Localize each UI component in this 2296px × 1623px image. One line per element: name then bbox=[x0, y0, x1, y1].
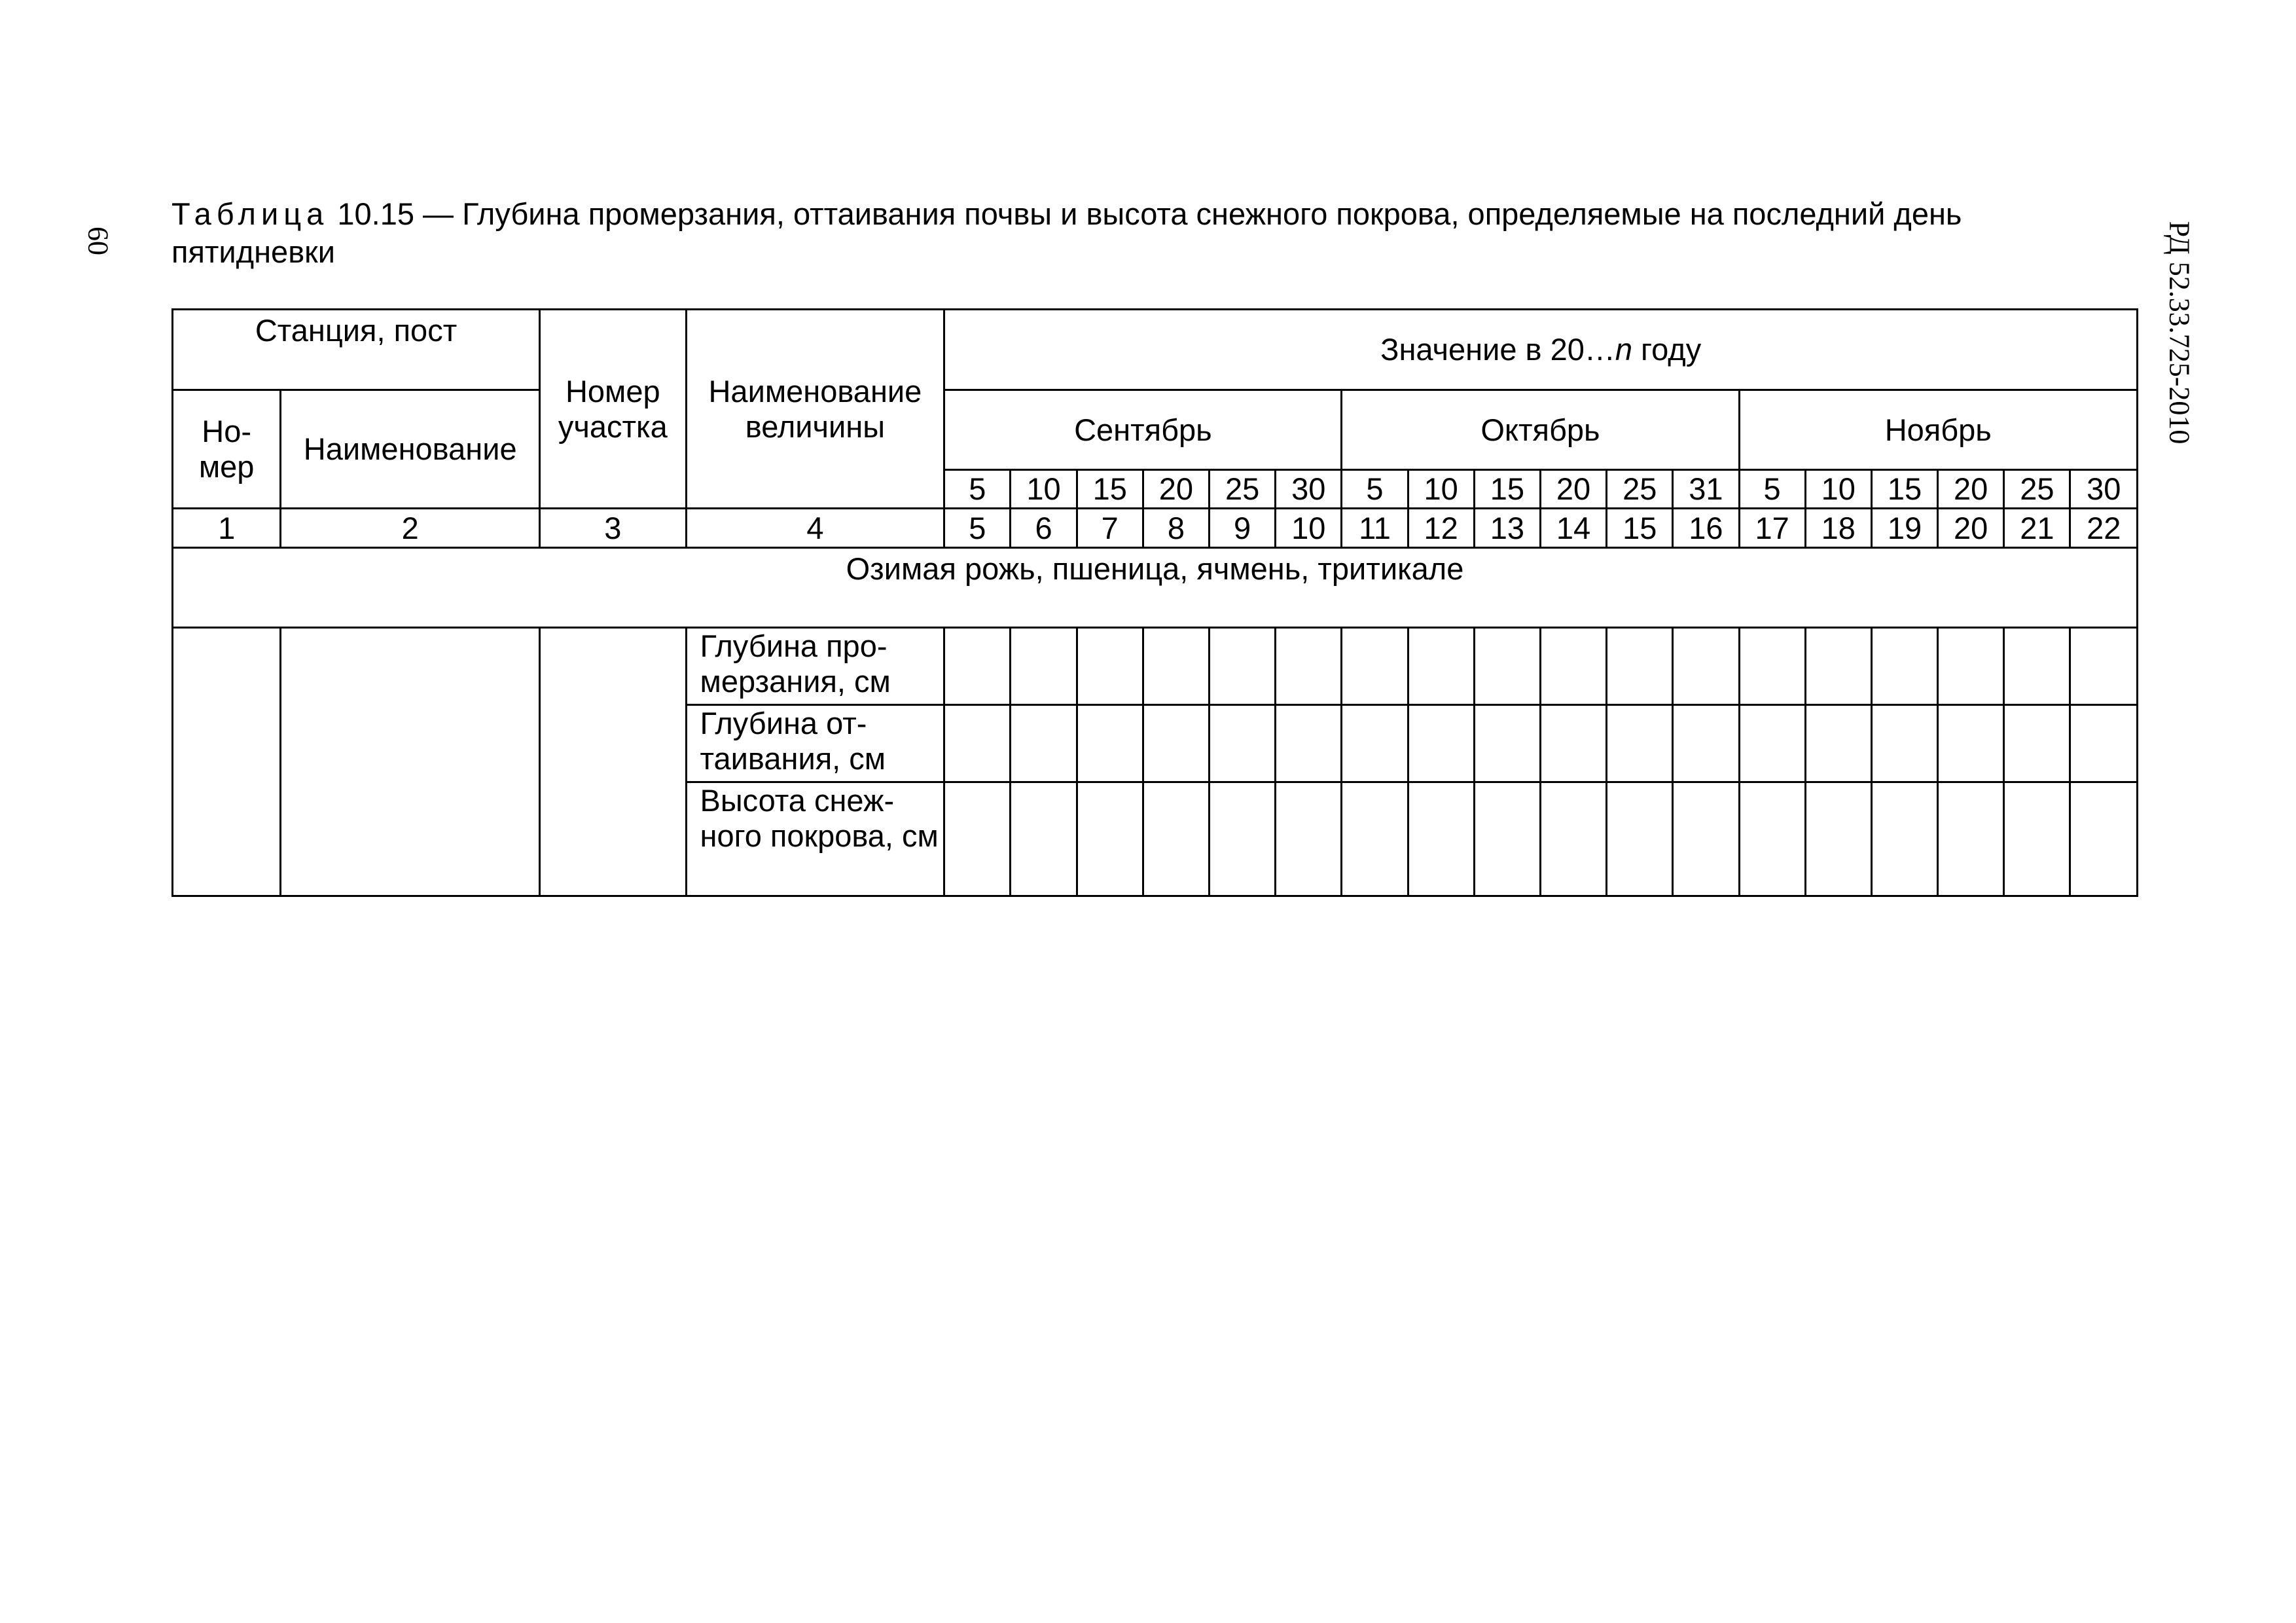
empty-plot-number-cell bbox=[540, 628, 686, 896]
empty-value-cell bbox=[1540, 705, 1606, 782]
column-number: 5 bbox=[944, 509, 1011, 548]
empty-value-cell bbox=[1011, 705, 1077, 782]
column-number: 15 bbox=[1607, 509, 1673, 548]
column-number: 10 bbox=[1276, 509, 1342, 548]
day-cell: 25 bbox=[1607, 470, 1673, 509]
empty-value-cell bbox=[1276, 628, 1342, 705]
empty-station-number-cell bbox=[173, 628, 281, 896]
empty-value-cell bbox=[1673, 628, 1739, 705]
empty-value-cell bbox=[1607, 628, 1673, 705]
caption-label: Таблица bbox=[171, 196, 329, 231]
empty-value-cell bbox=[1739, 705, 1805, 782]
day-cell: 10 bbox=[1408, 470, 1474, 509]
empty-value-cell bbox=[1342, 628, 1408, 705]
empty-value-cell bbox=[944, 628, 1011, 705]
empty-value-cell bbox=[1474, 782, 1540, 896]
empty-value-cell bbox=[2004, 628, 2070, 705]
day-cell: 10 bbox=[1805, 470, 1871, 509]
empty-value-cell bbox=[1143, 705, 1209, 782]
empty-value-cell bbox=[1077, 628, 1143, 705]
day-cell: 30 bbox=[1276, 470, 1342, 509]
column-number: 13 bbox=[1474, 509, 1540, 548]
day-cell: 20 bbox=[1938, 470, 2004, 509]
day-cell: 15 bbox=[1077, 470, 1143, 509]
empty-value-cell bbox=[1342, 782, 1408, 896]
caption-number: 10.15 bbox=[337, 196, 414, 231]
column-number: 19 bbox=[1871, 509, 1937, 548]
empty-value-cell bbox=[2070, 628, 2138, 705]
column-number: 22 bbox=[2070, 509, 2138, 548]
column-number: 21 bbox=[2004, 509, 2070, 548]
empty-value-cell bbox=[2004, 782, 2070, 896]
empty-value-cell bbox=[1540, 628, 1606, 705]
empty-value-cell bbox=[1143, 628, 1209, 705]
row-label-freezing-depth: Глубина про- мерзания, см bbox=[686, 628, 944, 705]
empty-value-cell bbox=[1673, 782, 1739, 896]
month-september: Сентябрь bbox=[944, 390, 1342, 470]
column-number: 16 bbox=[1673, 509, 1739, 548]
column-number: 20 bbox=[1938, 509, 2004, 548]
day-cell: 31 bbox=[1673, 470, 1739, 509]
station-number-header: Но- мер bbox=[173, 390, 281, 509]
empty-value-cell bbox=[1871, 782, 1937, 896]
empty-value-cell bbox=[1607, 782, 1673, 896]
day-cell: 15 bbox=[1871, 470, 1937, 509]
day-cell: 5 bbox=[944, 470, 1011, 509]
month-november: Ноябрь bbox=[1739, 390, 2137, 470]
document-code: РД 52.33.725-2010 bbox=[2163, 221, 2196, 445]
empty-value-cell bbox=[1077, 782, 1143, 896]
column-number: 1 bbox=[173, 509, 281, 548]
empty-value-cell bbox=[1474, 628, 1540, 705]
empty-value-cell bbox=[1276, 705, 1342, 782]
empty-value-cell bbox=[1871, 705, 1937, 782]
column-number: 4 bbox=[686, 509, 944, 548]
empty-value-cell bbox=[1540, 782, 1606, 896]
empty-value-cell bbox=[1739, 782, 1805, 896]
column-number: 18 bbox=[1805, 509, 1871, 548]
empty-value-cell bbox=[1871, 628, 1937, 705]
empty-value-cell bbox=[1011, 782, 1077, 896]
section-title: Озимая рожь, пшеница, ячмень, тритикале bbox=[173, 548, 2138, 628]
month-october: Октябрь bbox=[1342, 390, 1739, 470]
empty-value-cell bbox=[2004, 705, 2070, 782]
empty-value-cell bbox=[1143, 782, 1209, 896]
day-cell: 20 bbox=[1540, 470, 1606, 509]
day-cell: 5 bbox=[1342, 470, 1408, 509]
empty-value-cell bbox=[1011, 628, 1077, 705]
empty-value-cell bbox=[1938, 628, 2004, 705]
empty-value-cell bbox=[1938, 782, 2004, 896]
quantity-name-header: Наименование величины bbox=[686, 310, 944, 509]
value-year-prefix: Значение в 20… bbox=[1380, 332, 1615, 367]
empty-value-cell bbox=[2070, 705, 2138, 782]
column-number: 14 bbox=[1540, 509, 1606, 548]
caption-text: — Глубина промерзания, оттаивания почвы и высота снежного покрова, определяемые на последний день пятидневки bbox=[171, 196, 1962, 269]
empty-value-cell bbox=[2070, 782, 2138, 896]
page-number: 60 bbox=[82, 227, 115, 255]
column-number: 2 bbox=[281, 509, 540, 548]
row-label-thawing-depth: Глубина от- таивания, см bbox=[686, 705, 944, 782]
day-cell: 15 bbox=[1474, 470, 1540, 509]
empty-value-cell bbox=[1474, 705, 1540, 782]
column-number: 6 bbox=[1011, 509, 1077, 548]
station-header: Станция, пост bbox=[173, 310, 540, 390]
column-number: 9 bbox=[1210, 509, 1276, 548]
empty-value-cell bbox=[1210, 782, 1276, 896]
day-cell: 5 bbox=[1739, 470, 1805, 509]
empty-value-cell bbox=[1673, 705, 1739, 782]
empty-station-name-cell bbox=[281, 628, 540, 896]
day-cell: 25 bbox=[1210, 470, 1276, 509]
value-year-var: n bbox=[1615, 332, 1632, 367]
empty-value-cell bbox=[1408, 782, 1474, 896]
empty-value-cell bbox=[1210, 628, 1276, 705]
day-cell: 25 bbox=[2004, 470, 2070, 509]
value-year-suffix: году bbox=[1632, 332, 1702, 367]
empty-value-cell bbox=[1607, 705, 1673, 782]
empty-value-cell bbox=[1408, 705, 1474, 782]
empty-value-cell bbox=[1342, 705, 1408, 782]
column-number: 7 bbox=[1077, 509, 1143, 548]
column-number: 17 bbox=[1739, 509, 1805, 548]
empty-value-cell bbox=[1077, 705, 1143, 782]
empty-value-cell bbox=[944, 782, 1011, 896]
column-number: 3 bbox=[540, 509, 686, 548]
value-year-header bbox=[944, 310, 2138, 390]
row-label-snow-height: Высота снеж- ного покрова, см bbox=[686, 782, 944, 896]
snow-soil-table bbox=[171, 308, 2138, 897]
day-cell: 30 bbox=[2070, 470, 2138, 509]
day-cell: 20 bbox=[1143, 470, 1209, 509]
empty-value-cell bbox=[1938, 705, 2004, 782]
day-cell: 10 bbox=[1011, 470, 1077, 509]
empty-value-cell bbox=[1276, 782, 1342, 896]
empty-value-cell bbox=[1408, 628, 1474, 705]
station-name-header: Наименование bbox=[281, 390, 540, 509]
empty-value-cell bbox=[944, 705, 1011, 782]
empty-value-cell bbox=[1739, 628, 1805, 705]
plot-number-header: Номер участка bbox=[540, 310, 686, 509]
column-number: 12 bbox=[1408, 509, 1474, 548]
empty-value-cell bbox=[1805, 705, 1871, 782]
empty-value-cell bbox=[1805, 628, 1871, 705]
column-number: 11 bbox=[1342, 509, 1408, 548]
empty-value-cell bbox=[1805, 782, 1871, 896]
table-caption bbox=[171, 195, 2122, 271]
column-number: 8 bbox=[1143, 509, 1209, 548]
empty-value-cell bbox=[1210, 705, 1276, 782]
